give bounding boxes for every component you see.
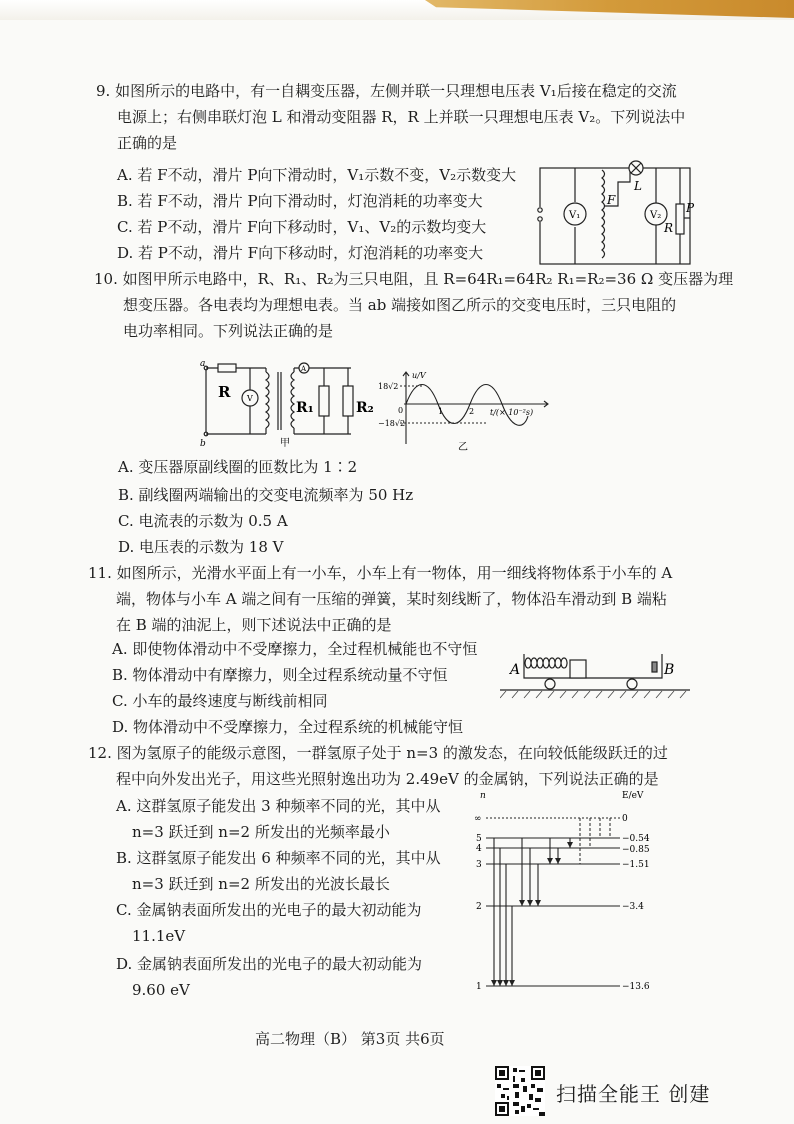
question-9-stem — [96, 78, 685, 156]
question-11-option-c: C. 小车的最终速度与断线前相同 — [112, 692, 328, 710]
level-e-3: −1.51 — [622, 860, 650, 870]
level-n-4: 4 — [476, 844, 482, 854]
terminal-b-label: b — [200, 439, 206, 448]
question-10-waveform-yi — [378, 368, 558, 460]
resistor-r1-label: R₁ — [296, 400, 314, 416]
terminal-a-label: a — [200, 360, 206, 369]
page-footer: 高二物理（B） 第3页 共6页 — [255, 1030, 445, 1048]
waveform-trough-label: −18√2 — [378, 419, 406, 428]
cart-end-b-label: B — [664, 662, 675, 678]
waveform-tick-1: 1 — [438, 407, 444, 416]
question-9-circuit-figure — [530, 152, 710, 272]
question-9-option-a: A. 若 F不动，滑片 P向下滑动时，V₁示数不变，V₂示数变大 — [117, 166, 517, 184]
question-12-option-a: A. 这群氢原子能发出 3 种频率不同的光，其中从 — [116, 797, 441, 815]
rheostat-r-label: R — [664, 221, 674, 235]
question-10-option-a: A. 变压器原副线圈的匝数比为 1∶2 — [118, 458, 358, 476]
question-10-line-2: 想变压器。各电表均为理想电表。当 ab 端接如图乙所示的交变电压时，三只电阻的 — [123, 296, 677, 314]
energy-level-diagram — [470, 790, 670, 1000]
scan-app-watermark: 扫描全能王 创建 — [556, 1082, 711, 1106]
voltmeter-v2-label: V₂ — [650, 210, 662, 221]
waveform-peak-label: 18√2 — [378, 382, 399, 391]
level-n-5: 5 — [476, 834, 482, 844]
figure-jia-caption: 甲 — [280, 438, 290, 448]
resistor-r2-label: R₂ — [356, 400, 374, 416]
question-10-stem — [94, 266, 733, 344]
energy-e-axis-label: E/eV — [622, 791, 644, 801]
level-n-1: 1 — [476, 982, 482, 992]
level-e-5: −0.54 — [622, 834, 650, 844]
question-9-line-3: 正确的是 — [117, 134, 178, 152]
question-9-option-d: D. 若 P不动，滑片 F向下移动时，灯泡消耗的功率变大 — [117, 244, 484, 262]
question-9-option-b: B. 若 F不动，滑片 P向下滑动时，灯泡消耗的功率变大 — [117, 192, 483, 210]
slider-p-label: P — [686, 201, 695, 215]
question-12-line-2: 程中向外发出光子，用这些光照射逸出功为 2.49eV 的金属钠，下列说法正确的是 — [116, 770, 659, 788]
question-10-line-1: 10. 如图甲所示电路中，R、R₁、R₂为三只电阻，且 R=64R₁=64R₂ R₁=R₂=36 Ω 变压器为理 — [94, 270, 734, 288]
question-12-stem — [88, 740, 668, 792]
voltmeter-v1-label: V₁ — [569, 210, 581, 221]
question-9-line-2: 电源上；右侧串联灯泡 L 和滑动变阻器 R，R 上并联一只理想电压表 V₂。下列说法中 — [117, 108, 686, 126]
voltmeter-label: V — [247, 394, 253, 403]
question-10-option-d: D. 电压表的示数为 18 V — [118, 538, 284, 556]
question-12-option-b-cont: n=3 跃迁到 n=2 所发出的光波长最长 — [132, 875, 390, 893]
waveform-u-axis-label: u/V — [412, 371, 426, 380]
scan-top-edge — [0, 0, 794, 20]
level-e-2: −3.4 — [622, 902, 644, 912]
slider-f-label: F — [607, 193, 616, 207]
question-12-option-c: C. 金属钠表面所发出的光电子的最大初动能为 — [116, 901, 422, 919]
question-9-option-c: C. 若 P不动，滑片 F向下移动时，V₁、V₂的示数均变大 — [117, 218, 487, 236]
question-11-line-2: 端，物体与小车 A 端之间有一压缩的弹簧，某时刻线断了，物体沿车滑动到 B 端粘 — [116, 590, 667, 608]
question-10-circuit-jia — [196, 360, 386, 448]
question-10-line-3: 电功率相同。下列说法正确的是 — [123, 322, 334, 340]
cart-end-a-label: A — [510, 662, 521, 678]
waveform-tick-2: 2 — [469, 407, 475, 416]
question-11-cart-figure — [500, 650, 690, 700]
figure-yi-caption: 乙 — [458, 442, 468, 453]
level-n-3: 3 — [476, 860, 482, 870]
question-12-option-c-cont: 11.1eV — [132, 927, 186, 945]
question-11-stem — [88, 560, 672, 638]
energy-n-axis-label: n — [480, 791, 486, 801]
qr-code-icon — [495, 1066, 545, 1116]
scan-stain — [425, 0, 794, 18]
level-n-inf: ∞ — [474, 814, 482, 824]
question-11-option-a: A. 即使物体滑动中不受摩擦力，全过程机械能也不守恒 — [112, 640, 478, 658]
waveform-t-axis-label: t/(× 10⁻²s) — [490, 408, 534, 417]
question-11-option-b: B. 物体滑动中有摩擦力，则全过程系统动量不守恒 — [112, 666, 448, 684]
lamp-l-label: L — [634, 179, 642, 193]
level-n-2: 2 — [476, 902, 482, 912]
question-11-option-d: D. 物体滑动中不受摩擦力，全过程系统的机械能守恒 — [112, 718, 464, 736]
question-12-option-d-cont: 9.60 eV — [132, 981, 190, 999]
question-11-line-3: 在 B 端的油泥上，则下述说法中正确的是 — [116, 616, 392, 634]
question-12-line-1: 12. 图为氢原子的能级示意图，一群氢原子处于 n=3 的激发态，在向较低能级跃迁的过 — [88, 744, 668, 762]
level-e-inf: 0 — [622, 814, 628, 824]
question-10-option-c: C. 电流表的示数为 0.5 A — [118, 512, 288, 530]
question-11-line-1: 11. 如图所示，光滑水平面上有一小车，小车上有一物体，用一细线将物体系于小车的 A — [88, 564, 673, 582]
question-10-option-b: B. 副线圈两端输出的交变电流频率为 50 Hz — [118, 486, 414, 504]
level-e-1: −13.6 — [622, 982, 650, 992]
resistor-r-label: R — [218, 383, 231, 401]
waveform-origin-label: 0 — [398, 406, 404, 415]
question-12-option-a-cont: n=3 跃迁到 n=2 所发出的光频率最小 — [132, 823, 390, 841]
question-9-line-1: 9. 如图所示的电路中，有一自耦变压器，左侧并联一只理想电压表 V₁后接在稳定的交流 — [96, 82, 677, 100]
question-12-option-d: D. 金属钠表面所发出的光电子的最大初动能为 — [116, 955, 423, 973]
question-12-option-b: B. 这群氢原子能发出 6 种频率不同的光，其中从 — [116, 849, 441, 867]
level-e-4: −0.85 — [622, 845, 650, 855]
ammeter-label: A — [301, 365, 307, 373]
